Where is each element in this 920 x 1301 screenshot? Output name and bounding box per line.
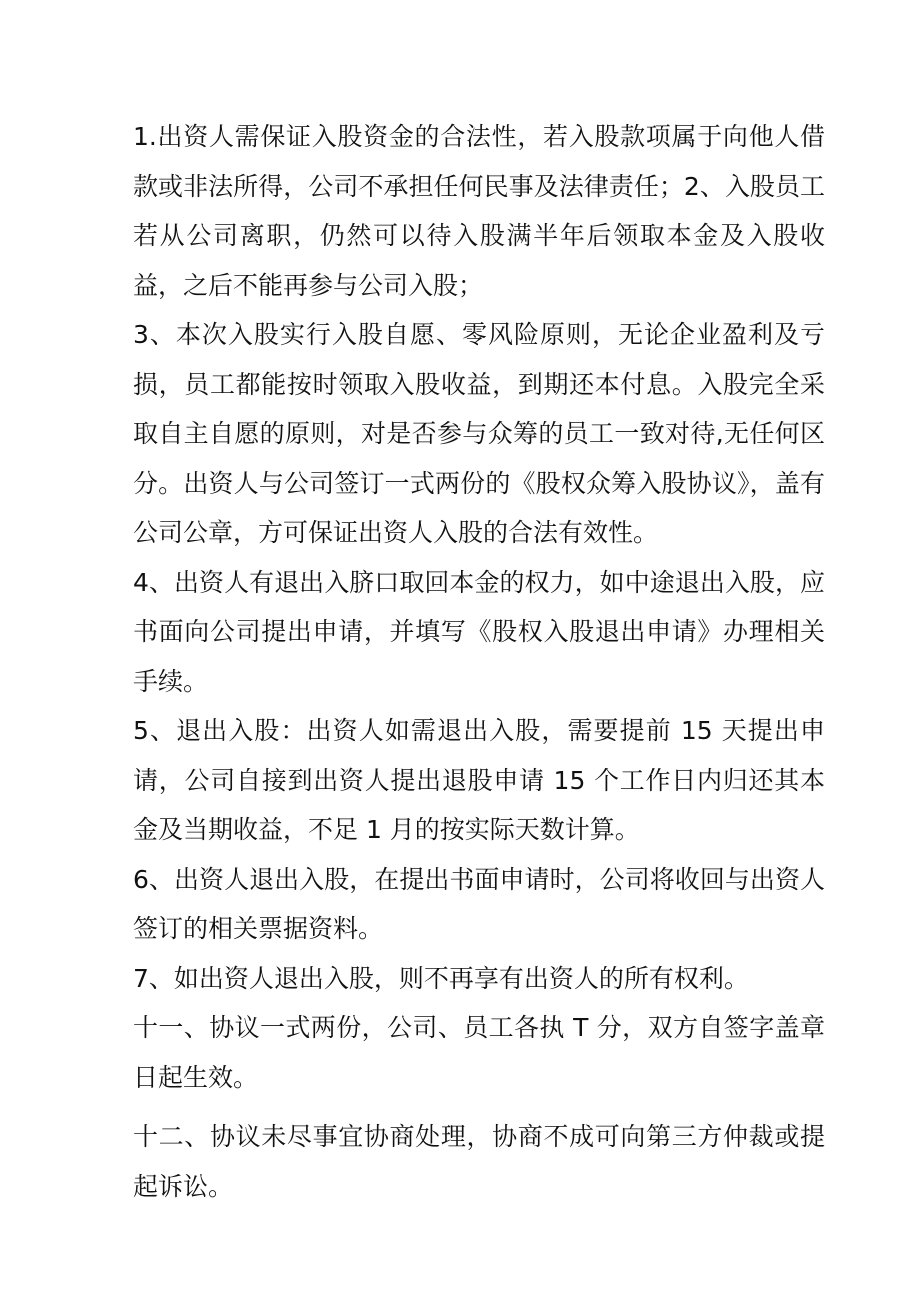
clause-1-2: 1.出资人需保证入股资金的合法性，若入股款项属于向他人借款或非法所得，公司不承担任何民事及法律责任；2、入股员工若从公司离职，仍然可以待入股满半年后领取本金及入股收益，之后不能再参与公司入股；	[133, 122, 825, 300]
document-body	[133, 112, 825, 1211]
clause-4: 4、出资人有退出入脐口取回本金的权力，如中途退出入股，应书面向公司提出申请，并填写《股权入股退出申请》办理相关手续。	[133, 567, 825, 696]
article-twelve: 十二、协议未尽事宜协商处理，协商不成可向第三方仲裁或提起诉讼。	[133, 1122, 825, 1201]
clause-6: 6、出资人退出入股，在提出书面申请时，公司将收回与出资人签订的相关票据资料。	[133, 864, 825, 943]
article-eleven: 十一、协议一式两份，公司、员工各执 T 分，双方自签字盖章日起生效。	[133, 1013, 825, 1092]
clause-7: 7、如出资人退出入股，则不再享有出资人的所有权利。	[133, 963, 749, 993]
clause-5: 5、退出入股：出资人如需退出入股，需要提前 15 天提出申请，公司自接到出资人提出退股申请 15 个工作日内归还其本金及当期收益，不足 1 月的按实际天数计算。	[133, 716, 825, 844]
clause-3: 3、本次入股实行入股自愿、零风险原则，无论企业盈利及亏损，员工都能按时领取入股收益，到期还本付息。入股完全采取自主自愿的原则，对是否参与众筹的员工一致对待,无任何区分。出资人与公司签订一式两份的《股权众筹入股协议》，盖有公司公章，方可保证出资人入股的合法有效性。	[133, 320, 825, 547]
